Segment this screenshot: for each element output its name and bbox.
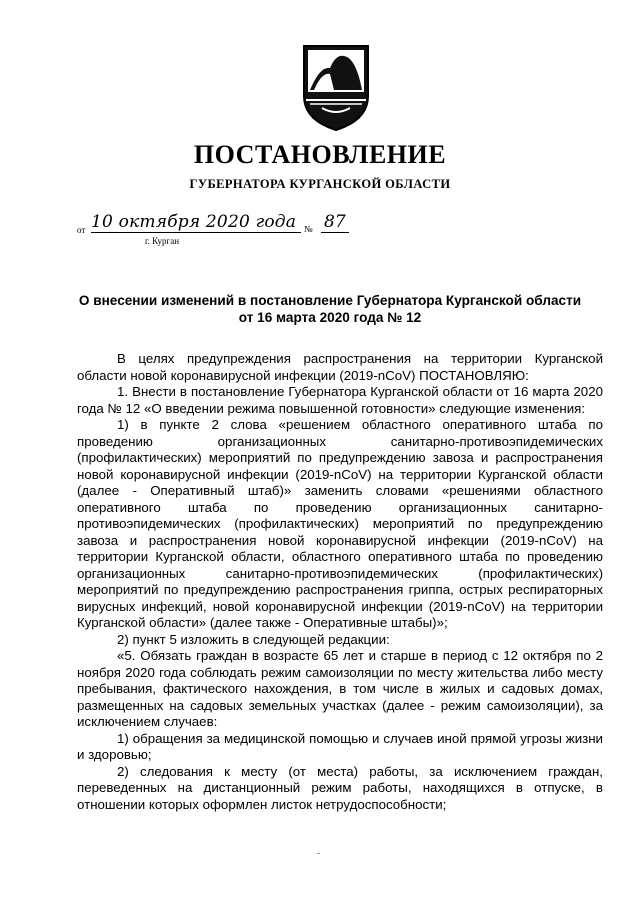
city-label: г. Курган [145,236,180,246]
from-label: от [77,225,86,235]
number-underline [321,232,349,233]
document-body [77,351,603,813]
paragraph: 1. Внести в постановление Губернатора Курганской области от 16 марта 2020 года № 12 «О введении режима повышенной готовности» следующие изменения: [77,384,603,416]
date-number-row [77,212,377,258]
paragraph: 1) в пункте 2 слова «решением областного оперативного штаба по проведению организационных санитарно-противоэпидемических (профилактических) мероприятий по предупреждению завоза и распространения новой коронавирусной инфекции (2019-nCoV) на территории Курганской области (далее - Оперативный штаб)» заменить словами «решениями областного оперативного штаба по проведению организационных санитарно-противоэпидемических (профилактических) мероприятий по предупреждению завоза и распространения новой коронавирусной инфекции (2019-nCoV) на территории Курганской области, областного оперативного штаба по проведению организационных санитарно-противоэпидемических (профилактических) мероприятий по предупреждению распространения гриппа, острых респираторных вирусных инфекций, новой коронавирусной инфекции (2019-nCoV) на территории Курганской области» (далее также - Оперативные штабы)»; [77,417,603,630]
document-subtitle: ГУБЕРНАТОРА КУРГАНСКОЙ ОБЛАСТИ [189,177,451,191]
paragraph: 2) пункт 5 изложить в следующей редакции: [117,631,390,647]
handwritten-number: 87 [324,212,346,232]
page-mark [317,853,320,854]
heading-line-2: от 16 марта 2020 года № 12 [238,310,422,325]
paragraph: В целях предупреждения распространения на территории Курганской области новой коронавирусной инфекции (2019-nCoV) ПОСТАНОВЛЯЮ: [77,351,603,383]
coat-of-arms-emblem [300,44,372,132]
handwritten-date: 10 октября 2020 года [91,212,297,232]
number-label: № [304,224,313,234]
heading-line-1: О внесении изменений в постановление Губернатора Курганской области [78,293,582,308]
paragraph: 1) обращения за медицинской помощью и случаев иной прямой угрозы жизни и здоровью; [77,730,603,762]
document-heading [60,292,600,326]
paragraph: 2) следования к месту (от места) работы, за исключением граждан, переведенных на дистанционный режим работы, находящихся в отпуске, в отношении которых оформлен листок нетрудоспособности; [77,763,603,812]
date-underline [91,232,301,233]
document-title: ПОСТАНОВЛЕНИЕ [193,140,447,169]
paragraph: «5. Обязать граждан в возрасте 65 лет и старше в период с 12 октября по 2 ноября 2020 года соблюдать режим самоизоляции по месту жительства либо месту пребывания, фактического нахождения, в том числе в жилых и садовых домах, размещенных на садовых земельных участках (далее - режим самоизоляции), за исключением случаев: [77,648,603,729]
